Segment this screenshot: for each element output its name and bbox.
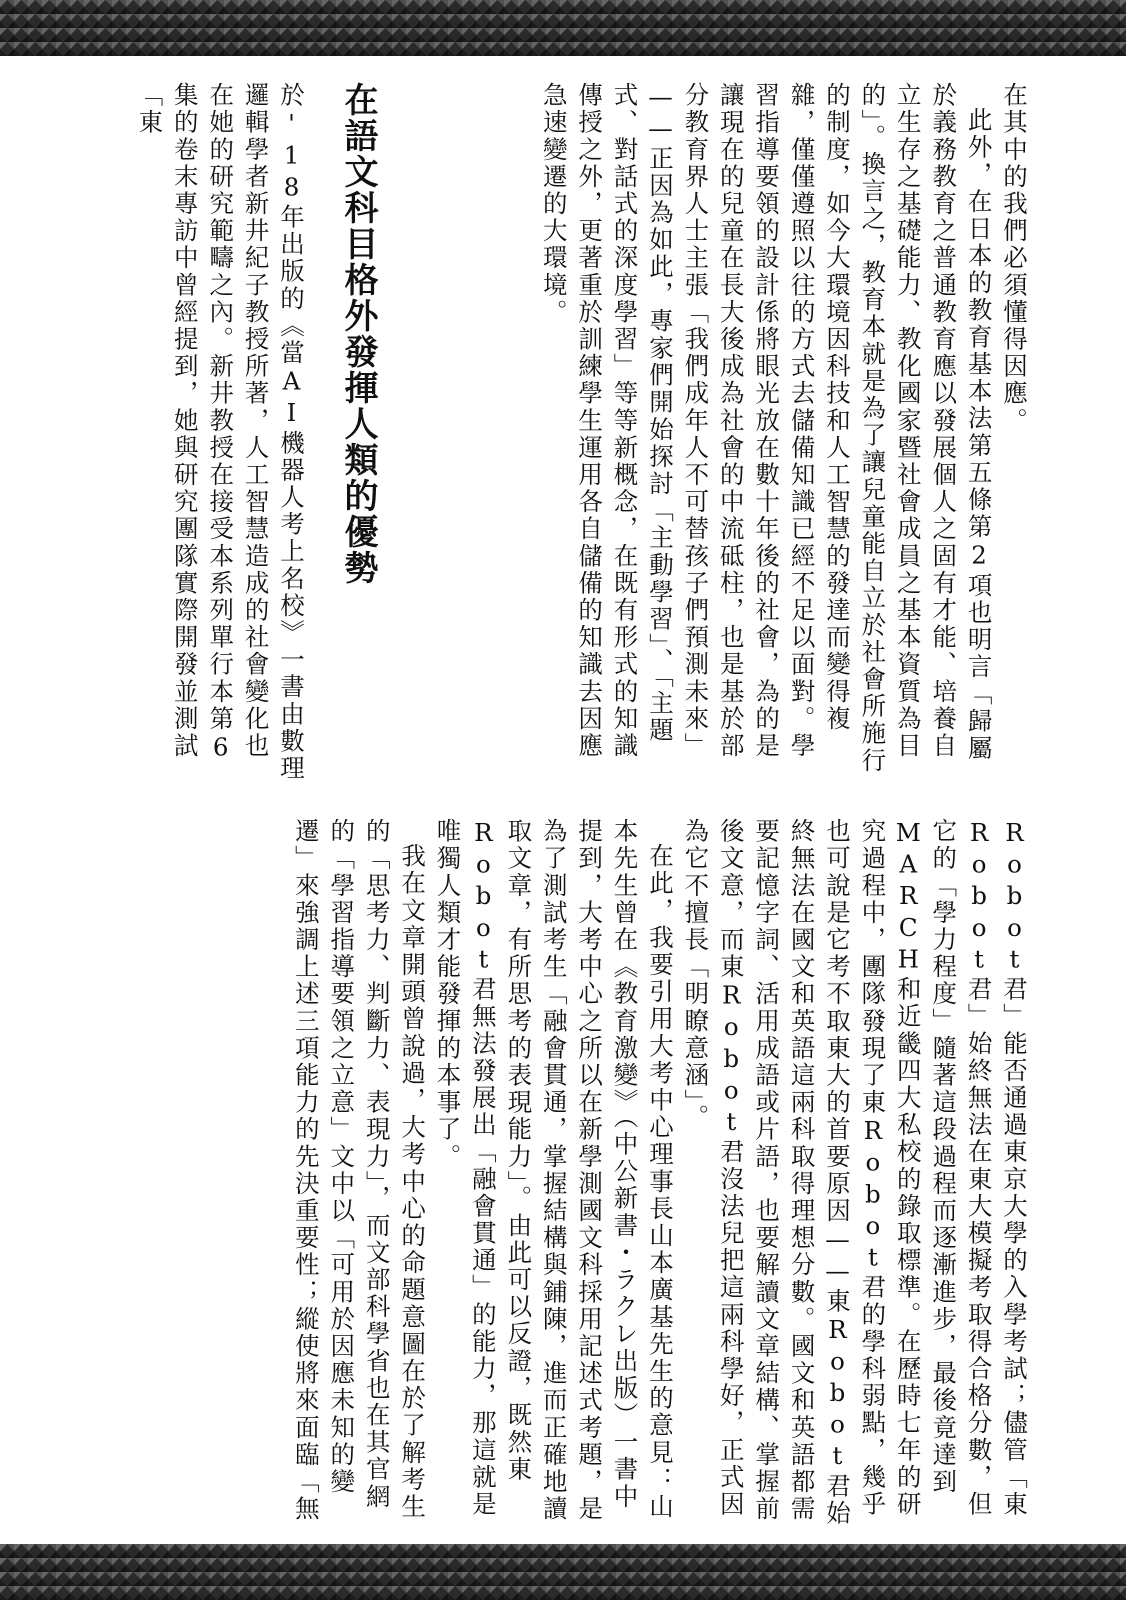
paragraph: 在其中的我們必須懂得因應。 (1000, 82, 1029, 435)
paragraph: 此外，在日本的教育基本法第五條第2項也明言「歸屬於義務教育之普通教育應以發展個人之固有才能、培養自立生存之基礎能力、教化國家暨社會成員之基本資質為目的」。換言之，教育本就是為了讓兒童能自立於社會所施行的制度，如今大環境因科技和人工智慧的發達而變得複雜，僅僅遵照以往的方式去儲備知識已經不足以面對。學習指導要領的設計係將眼光放在數十年後的社會，為的是讓現在的兒童在長大後成為社會的中流砥柱，也是基於部分教育界人士主張「我們成年人不可替孩子們預測未來」——正因為如此，專家們開始探討「主動學習」、「主題式、對話式的深度學習」等等新概念，在既有形式的知識傳授之外，更著重於訓練學生運用各自儲備的知識去因應急速變遷的大環境。 (539, 82, 994, 775)
top-decorative-band (0, 0, 1126, 56)
upper-text-block (272, 82, 1032, 782)
bottom-decorative-band (0, 1544, 1126, 1600)
upper-left-text-block (109, 82, 309, 782)
paragraph: Robot君」能否通過東京大學的入學考試；儘管「東Robot君」始終無法在東大模擬考取得合格分數，但它的「學力程度」隨著這段過程而逐漸進步，最後竟達到MARCH和近畿四大私校的錄取標準。在歷時七年的研究過程中，團隊發現了東Robot君的學科弱點，幾乎也可說是它考不取東大的首要原因——東Robot君始終無法在國文和英語這兩科取得理想分數。國文和英語都需要記憶字詞、活用成語或片語，也要解讀文章結構、掌握前後文意，而東Robot君沒法兒把這兩科學好，正式因為它不擅長「明瞭意涵」。 (681, 818, 1029, 1527)
paragraph: 我在文章開頭曾說過，大考中心的命題意圖在於了解考生的「思考力、判斷力、表現力」，而文部科學省也在其官網的「學習指導要領之立意」文中以「可用於因應未知的變遷」來強調上述三項能力的先決重要性；縱使將來面臨「無 (291, 818, 428, 1523)
section-heading: 在語文科目格外發揮人類的優勢 (338, 82, 378, 586)
lower-text-block (132, 818, 1032, 1528)
paragraph: 於'18年出版的《當AI機器人考上名校》一書由數理邏輯學者新井紀子教授所著，人工智慧造成的社會變化也在她的研究範疇之內。新井教授在接受本系列單行本第6集的卷末專訪中曾經提到，她與研究團隊實際開發並測試「東 (135, 82, 306, 782)
paragraph: 在此，我要引用大考中心理事長山本廣基先生的意見：山本先生曾在《教育激變》（中公新書・ラクレ出版）一書中提到，大考中心之所以在新學測國文科採用記述式考題，是為了測試考生「融會貫通，掌握結構與鋪陳，進而正確地讀取文章，有所思考的表現能力」。由此可以反證，既然東Robot君無法發展出「融會貫通」的能力，那這就是唯獨人類才能發揮的本事了。 (433, 818, 675, 1523)
